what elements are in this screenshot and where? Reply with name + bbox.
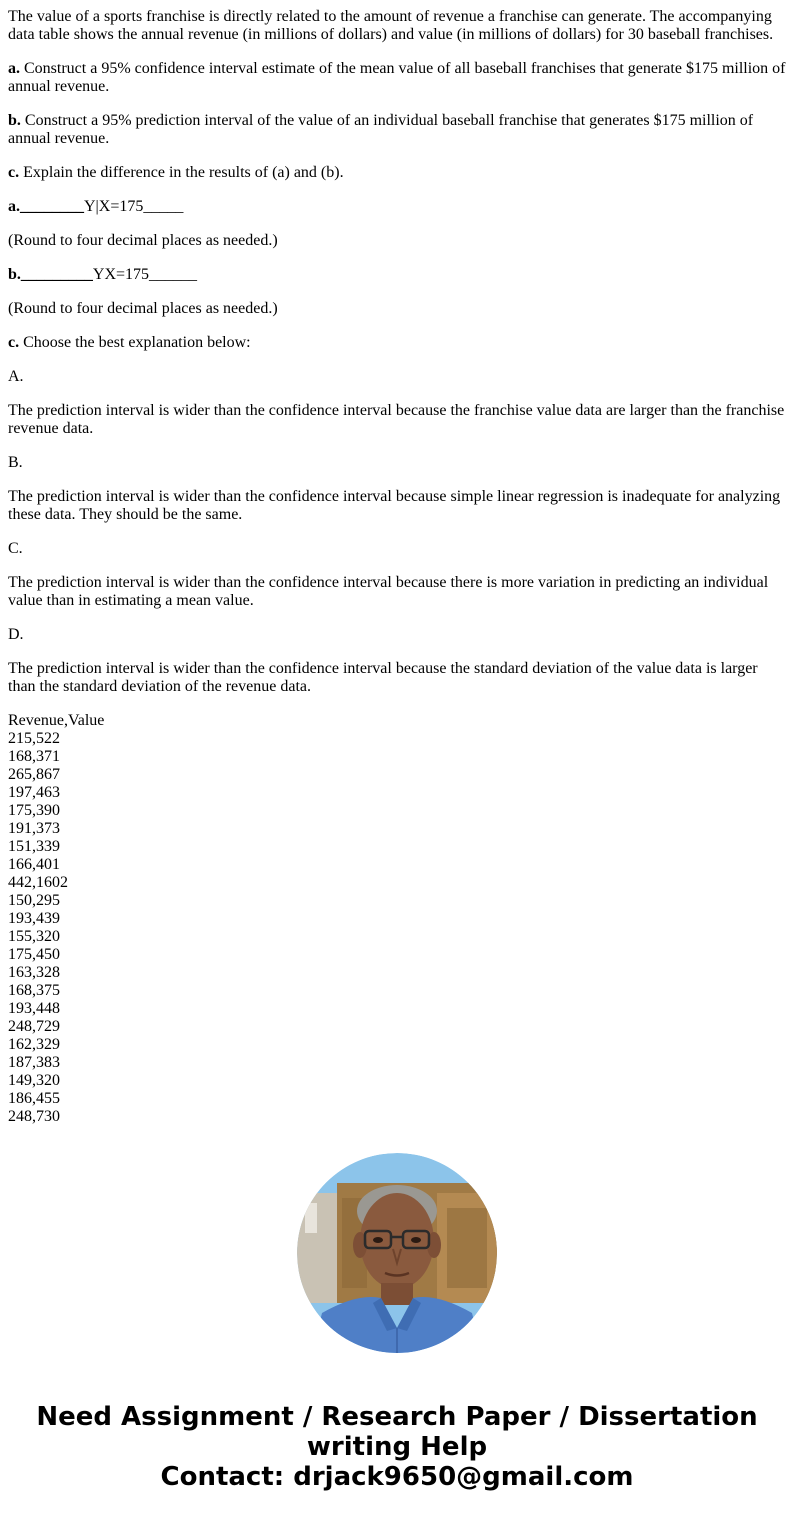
data-row: 168,371 (8, 748, 60, 765)
answer-b-label: b. (8, 266, 21, 283)
footer-line-2: writing Help (306, 1432, 488, 1462)
option-a-letter[interactable]: A. (8, 368, 24, 385)
option-b-text: The prediction interval is wider than the confidence interval because simple linear regression is inadequate for analyzing these data. They should be the same. (8, 488, 781, 523)
question-a-label: a. (8, 60, 20, 77)
intro-paragraph: The value of a sports franchise is directly related to the amount of revenue a franchise can generate. The accompanying data table shows the annual revenue (in millions of dollars) and value (in millions of dollars) for 30 baseball franchises. (8, 8, 774, 43)
answer-a-label: a. (8, 198, 20, 215)
data-row: 193,448 (8, 1000, 60, 1017)
data-table (8, 712, 786, 1126)
question-b (8, 112, 786, 148)
data-row: 187,383 (8, 1054, 60, 1071)
data-row: 168,375 (8, 982, 60, 999)
promo-footer (0, 1402, 794, 1492)
option-b-letter[interactable]: B. (8, 454, 23, 471)
data-row: 248,730 (8, 1108, 60, 1125)
footer-contact: Contact: drjack9650@gmail.com (160, 1462, 634, 1492)
data-row: 149,320 (8, 1072, 60, 1089)
round-note-b: (Round to four decimal places as needed.) (8, 300, 278, 317)
data-row: 191,373 (8, 820, 60, 837)
data-row: 442,1602 (8, 874, 68, 891)
answer-c-text: Choose the best explanation below: (19, 334, 251, 351)
data-row: 162,329 (8, 1036, 60, 1053)
question-a-text: Construct a 95% confidence interval estimate of the mean value of all baseball franchises that generate $175 million of annual revenue. (8, 60, 786, 95)
data-row: 175,390 (8, 802, 60, 819)
question-c-label: c. (8, 164, 20, 181)
author-photo (297, 1153, 497, 1353)
data-row: 186,455 (8, 1090, 60, 1107)
answer-c-label: c. (8, 334, 20, 351)
answer-b-middle: YX=175 (92, 266, 150, 283)
question-a (8, 60, 786, 96)
data-row: 163,328 (8, 964, 60, 981)
question-b-text: Construct a 95% prediction interval of the value of an individual baseball franchise that generates $175 million of annual revenue. (8, 112, 754, 147)
question-c (8, 164, 786, 182)
data-table-header: Revenue,Value (8, 712, 105, 729)
option-c-text: The prediction interval is wider than the confidence interval because there is more variation in predicting an individual value than in estimating a mean value. (8, 574, 769, 609)
answer-b-blank-2[interactable]: ______ (149, 266, 198, 283)
data-row: 166,401 (8, 856, 60, 873)
document-body (8, 8, 786, 1126)
answer-a-middle: Y|X=175 (84, 198, 144, 215)
data-row: 265,867 (8, 766, 60, 783)
option-c-letter[interactable]: C. (8, 540, 23, 557)
data-row: 150,295 (8, 892, 60, 909)
data-row: 197,463 (8, 784, 60, 801)
data-row: 155,320 (8, 928, 60, 945)
answer-a-blank-2[interactable]: _____ (143, 198, 184, 215)
footer-line-1: Need Assignment / Research Paper / Dissertation (36, 1402, 758, 1432)
answer-a-line (8, 198, 786, 216)
question-b-label: b. (8, 112, 21, 129)
data-row: 248,729 (8, 1018, 60, 1035)
round-note-a: (Round to four decimal places as needed.) (8, 232, 278, 249)
answer-b-blank-1[interactable]: _________ (20, 266, 93, 283)
data-row: 151,339 (8, 838, 60, 855)
answer-a-blank-1[interactable]: ________ (20, 198, 84, 215)
data-row: 193,439 (8, 910, 60, 927)
data-row: 215,522 (8, 730, 60, 747)
author-avatar (297, 1153, 497, 1353)
data-row: 175,450 (8, 946, 60, 963)
option-a-text: The prediction interval is wider than the confidence interval because the franchise value data are larger than the franchise revenue data. (8, 402, 785, 437)
question-c-text: Explain the difference in the results of (a) and (b). (19, 164, 344, 181)
option-d-letter[interactable]: D. (8, 626, 24, 643)
answer-c-line (8, 334, 786, 352)
option-d-text: The prediction interval is wider than the confidence interval because the standard deviation of the value data is larger than the standard deviation of the revenue data. (8, 660, 758, 695)
answer-b-line (8, 266, 786, 284)
